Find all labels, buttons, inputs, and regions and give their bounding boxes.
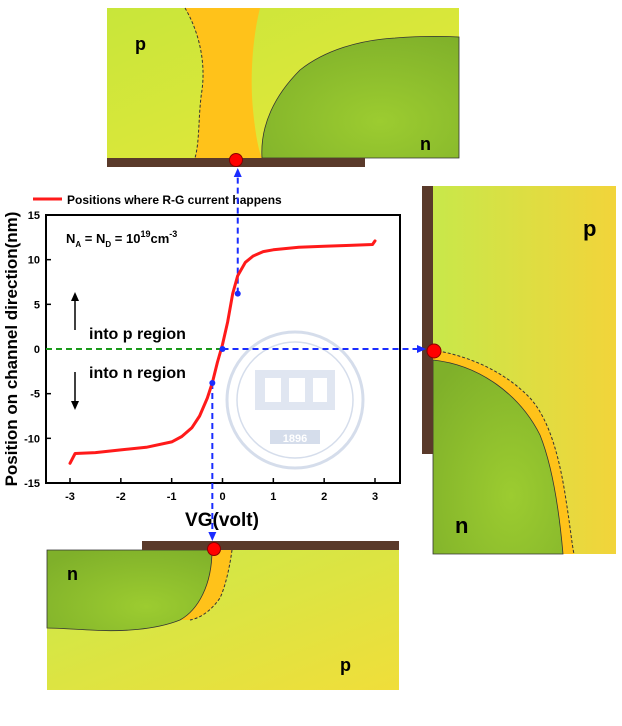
into-n-region-label: into n region [89, 365, 186, 382]
bottom-p-label: p [340, 655, 351, 675]
x-tick-label: 1 [270, 491, 277, 503]
top-n-label: n [420, 134, 431, 154]
data-series [70, 241, 375, 463]
direction-indicator [71, 292, 79, 410]
x-axis-label: VG(volt) [185, 510, 259, 531]
data-point-marker [235, 291, 241, 297]
bottom-n-label: n [67, 564, 78, 584]
y-tick-label: -10 [24, 433, 40, 446]
chart-legend [33, 193, 282, 207]
arrow-down-blue-icon [208, 532, 216, 541]
x-tick-label: -3 [65, 491, 75, 503]
guide-lines [46, 168, 426, 541]
into-p-region-label: into p region [89, 326, 186, 343]
doping-annotation: $N_A = N_D = 10^{19}cm^{-3}$ [66, 229, 178, 249]
top-device-panel [107, 8, 459, 167]
y-tick-label: 0 [33, 344, 40, 356]
x-tick-label: 2 [321, 491, 328, 503]
y-tick-label: 15 [27, 210, 40, 222]
right-oxide-gate [422, 186, 433, 454]
y-tick-label: 5 [33, 299, 40, 312]
legend-label: Positions where R-G current happens [67, 193, 282, 207]
bottom-oxide-gate [142, 541, 399, 550]
x-tick-label: -1 [166, 491, 177, 503]
y-axis-label: Position on channel direction(nm) [2, 211, 21, 487]
top-p-label: p [135, 34, 146, 54]
bottom-device-panel [47, 541, 399, 690]
bottom-rg-marker [208, 543, 221, 556]
right-p-label: p [583, 216, 597, 241]
x-axis-ticks [65, 478, 378, 503]
right-n-label: n [455, 513, 469, 538]
right-device-panel [422, 186, 616, 554]
arrow-down-icon [71, 401, 79, 410]
y-tick-label: 10 [27, 254, 40, 267]
y-tick-label: -5 [30, 388, 40, 401]
x-tick-label: 0 [219, 491, 226, 503]
arrow-up-icon [71, 292, 79, 301]
data-point-marker [209, 380, 215, 386]
series-line-rg-positions [70, 241, 375, 463]
y-tick-label: -15 [24, 478, 40, 490]
arrow-up-blue-icon [234, 168, 242, 177]
x-tick-label: -2 [115, 491, 126, 503]
data-point-marker [220, 346, 226, 352]
watermark-seal [227, 332, 363, 468]
watermark-year: 1896 [282, 433, 308, 445]
top-rg-marker [230, 154, 243, 167]
right-rg-marker [427, 344, 441, 358]
x-tick-label: 3 [371, 491, 379, 503]
